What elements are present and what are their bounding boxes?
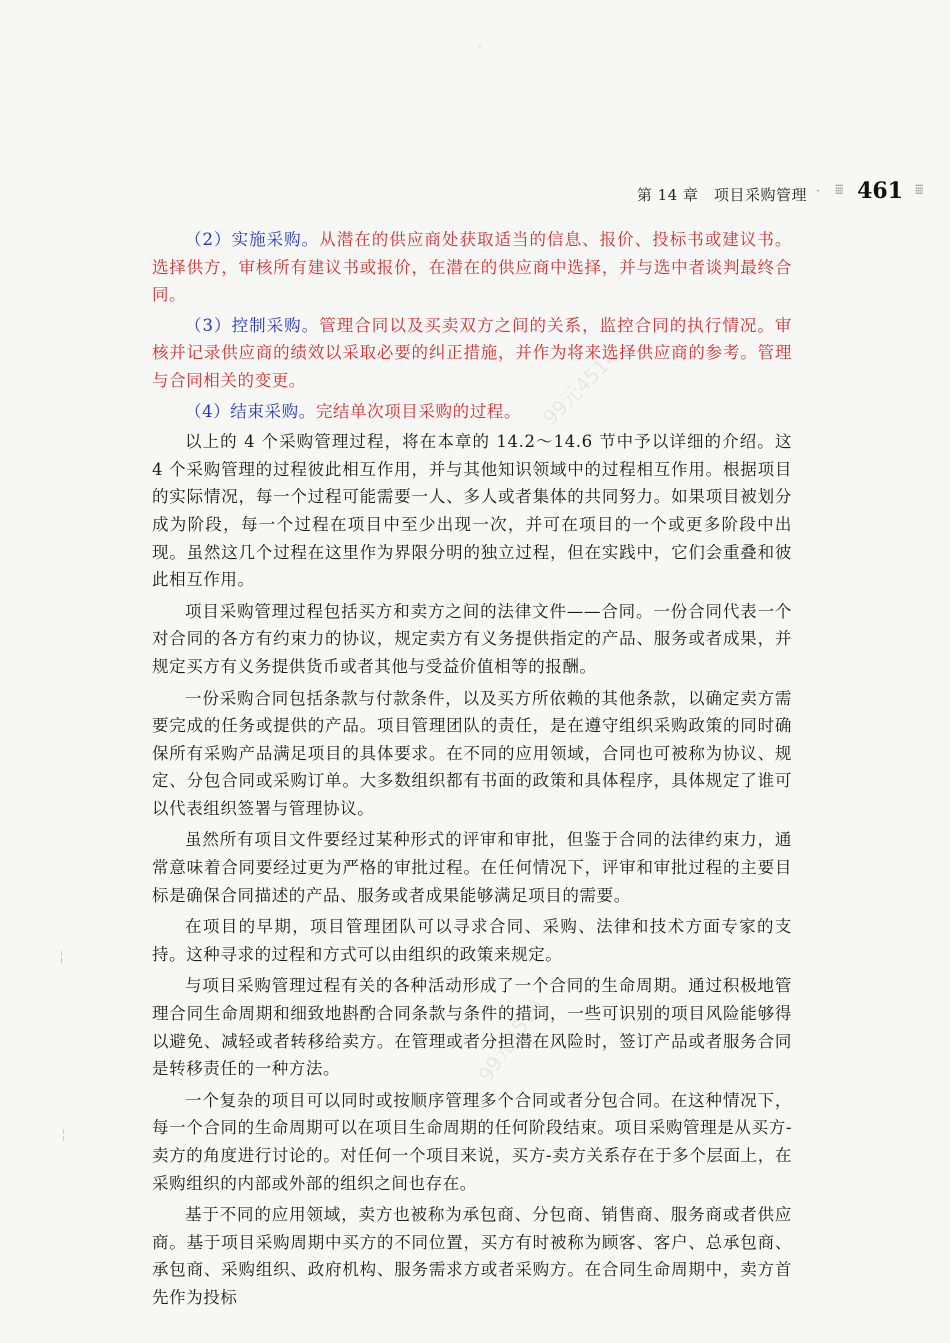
process-item-implement — [152, 226, 792, 309]
paragraph: 一个复杂的项目可以同时或按顺序管理多个合同或者分包合同。在这种情况下，每一个合同的生命周期可以在项目生命周期的任何阶段结束。项目采购管理是从买方-卖方的角度进行讨论的。对任何一个项目来说，买方-卖方关系存在于多个层面上，在采购组织的内部或外部的组织之间也存在。 — [152, 1090, 792, 1193]
margin-tick: ╎ — [58, 950, 66, 964]
process-description: 从潜在的供应商处获取适当的信息、报价、投标书或建议书。选择供方，审核所有建议书或报价，在潜在的供应商中选择，并与选中者谈判最终合同。 — [152, 230, 792, 305]
chapter-title: 第 14 章 项目采购管理 — [636, 186, 807, 204]
paragraph: 项目采购管理过程包括买方和卖方之间的法律文件——合同。一份合同代表一个对合同的各方有约束力的协议，规定卖方有义务提供指定的产品、服务或者成果，并规定买方有义务提供货币或者其他与受益价值相等的报酬。 — [152, 601, 792, 676]
paragraph: 在项目的早期，项目管理团队可以寻求合同、采购、法律和技术方面专家的支持。这种寻求的过程和方式可以由组织的政策来规定。 — [152, 917, 792, 964]
paragraph: 虽然所有项目文件要经过某种形式的评审和审批，但鉴于合同的法律约束力，通常意味着合同要经过更为严格的审批过程。在任何情况下，评审和审批过程的主要目标是确保合同描述的产品、服务或者成果能够满足项目的需要。 — [152, 830, 792, 905]
ornament-icon: ⁞⁞⁞⁞ — [834, 182, 842, 198]
body-text — [152, 226, 792, 1316]
ornament-icon: ⁞⁞⁞⁞ — [914, 182, 922, 198]
process-label: （3）控制采购。 — [185, 315, 320, 335]
paragraph: 以上的 4 个采购管理过程，将在本章的 14.2～14.6 节中予以详细的介绍。这 4 个采购管理的过程彼此相互作用，并与其他知识领域中的过程相互作用。根据项目的实际情况，每一个过程可能需要一人、多人或者集体的共同努力。如果项目被划分成为阶段，每一个过程在项目中至少出现一次，并可在项目的一个或更多阶段中出现。虽然这几个过程在这里作为界限分明的独立过程，但在实践中，它们会重叠和彼此相互作用。 — [152, 432, 792, 590]
process-description: 完结单次项目采购的过程。 — [315, 401, 522, 421]
process-label: （4）结束采购。 — [185, 401, 316, 421]
running-header — [0, 178, 950, 210]
margin-tick: ╎ — [60, 1128, 68, 1142]
watermark: 99元4514 — [473, 993, 549, 1087]
process-label: （2）实施采购。 — [185, 230, 320, 249]
paragraph: 与项目采购管理过程有关的各种活动形成了一个合同的生命周期。通过积极地管理合同生命周期和细致地斟酌合同条款与条件的措词，一些可识别的项目风险能够得以避免、减轻或者转移给卖方。在管理或者分担潜在风险时，签订产品或者服务合同是转移责任的一种方法。 — [152, 976, 792, 1079]
process-item-close — [152, 398, 792, 426]
process-item-control — [152, 312, 792, 395]
paragraph: 一份采购合同包括条款与付款条件，以及买方所依赖的其他条款，以确定卖方需要完成的任务或提供的产品。项目管理团队的责任，是在遵守组织采购政策的同时确保所有采购产品满足项目的具体要求。在不同的应用领域，合同也可被称为协议、规定、分包合同或采购订单。大多数组织都有书面的政策和具体程序，具体规定了谁可以代表组织签署与管理协议。 — [152, 688, 792, 818]
paragraph: 基于不同的应用领域，卖方也被称为承包商、分包商、销售商、服务商或者供应商。基于项目采购周期中买方的不同位置，买方有时被称为顾客、客户、总承包商、承包商、采购组织、政府机构、服务需求方或者采购方。在合同生命周期中，卖方首先作为投标 — [152, 1205, 792, 1307]
page-number: 461 — [857, 178, 903, 204]
process-description: 管理合同以及买卖双方之间的关系，监控合同的执行情况。审核并记录供应商的绩效以采取必要的纠正措施，并作为将来选择供应商的参考。管理与合同相关的变更。 — [152, 315, 792, 390]
margin-tick: · — [478, 40, 482, 54]
header-dot: · — [816, 184, 820, 198]
watermark: 99元4514 — [537, 344, 623, 430]
